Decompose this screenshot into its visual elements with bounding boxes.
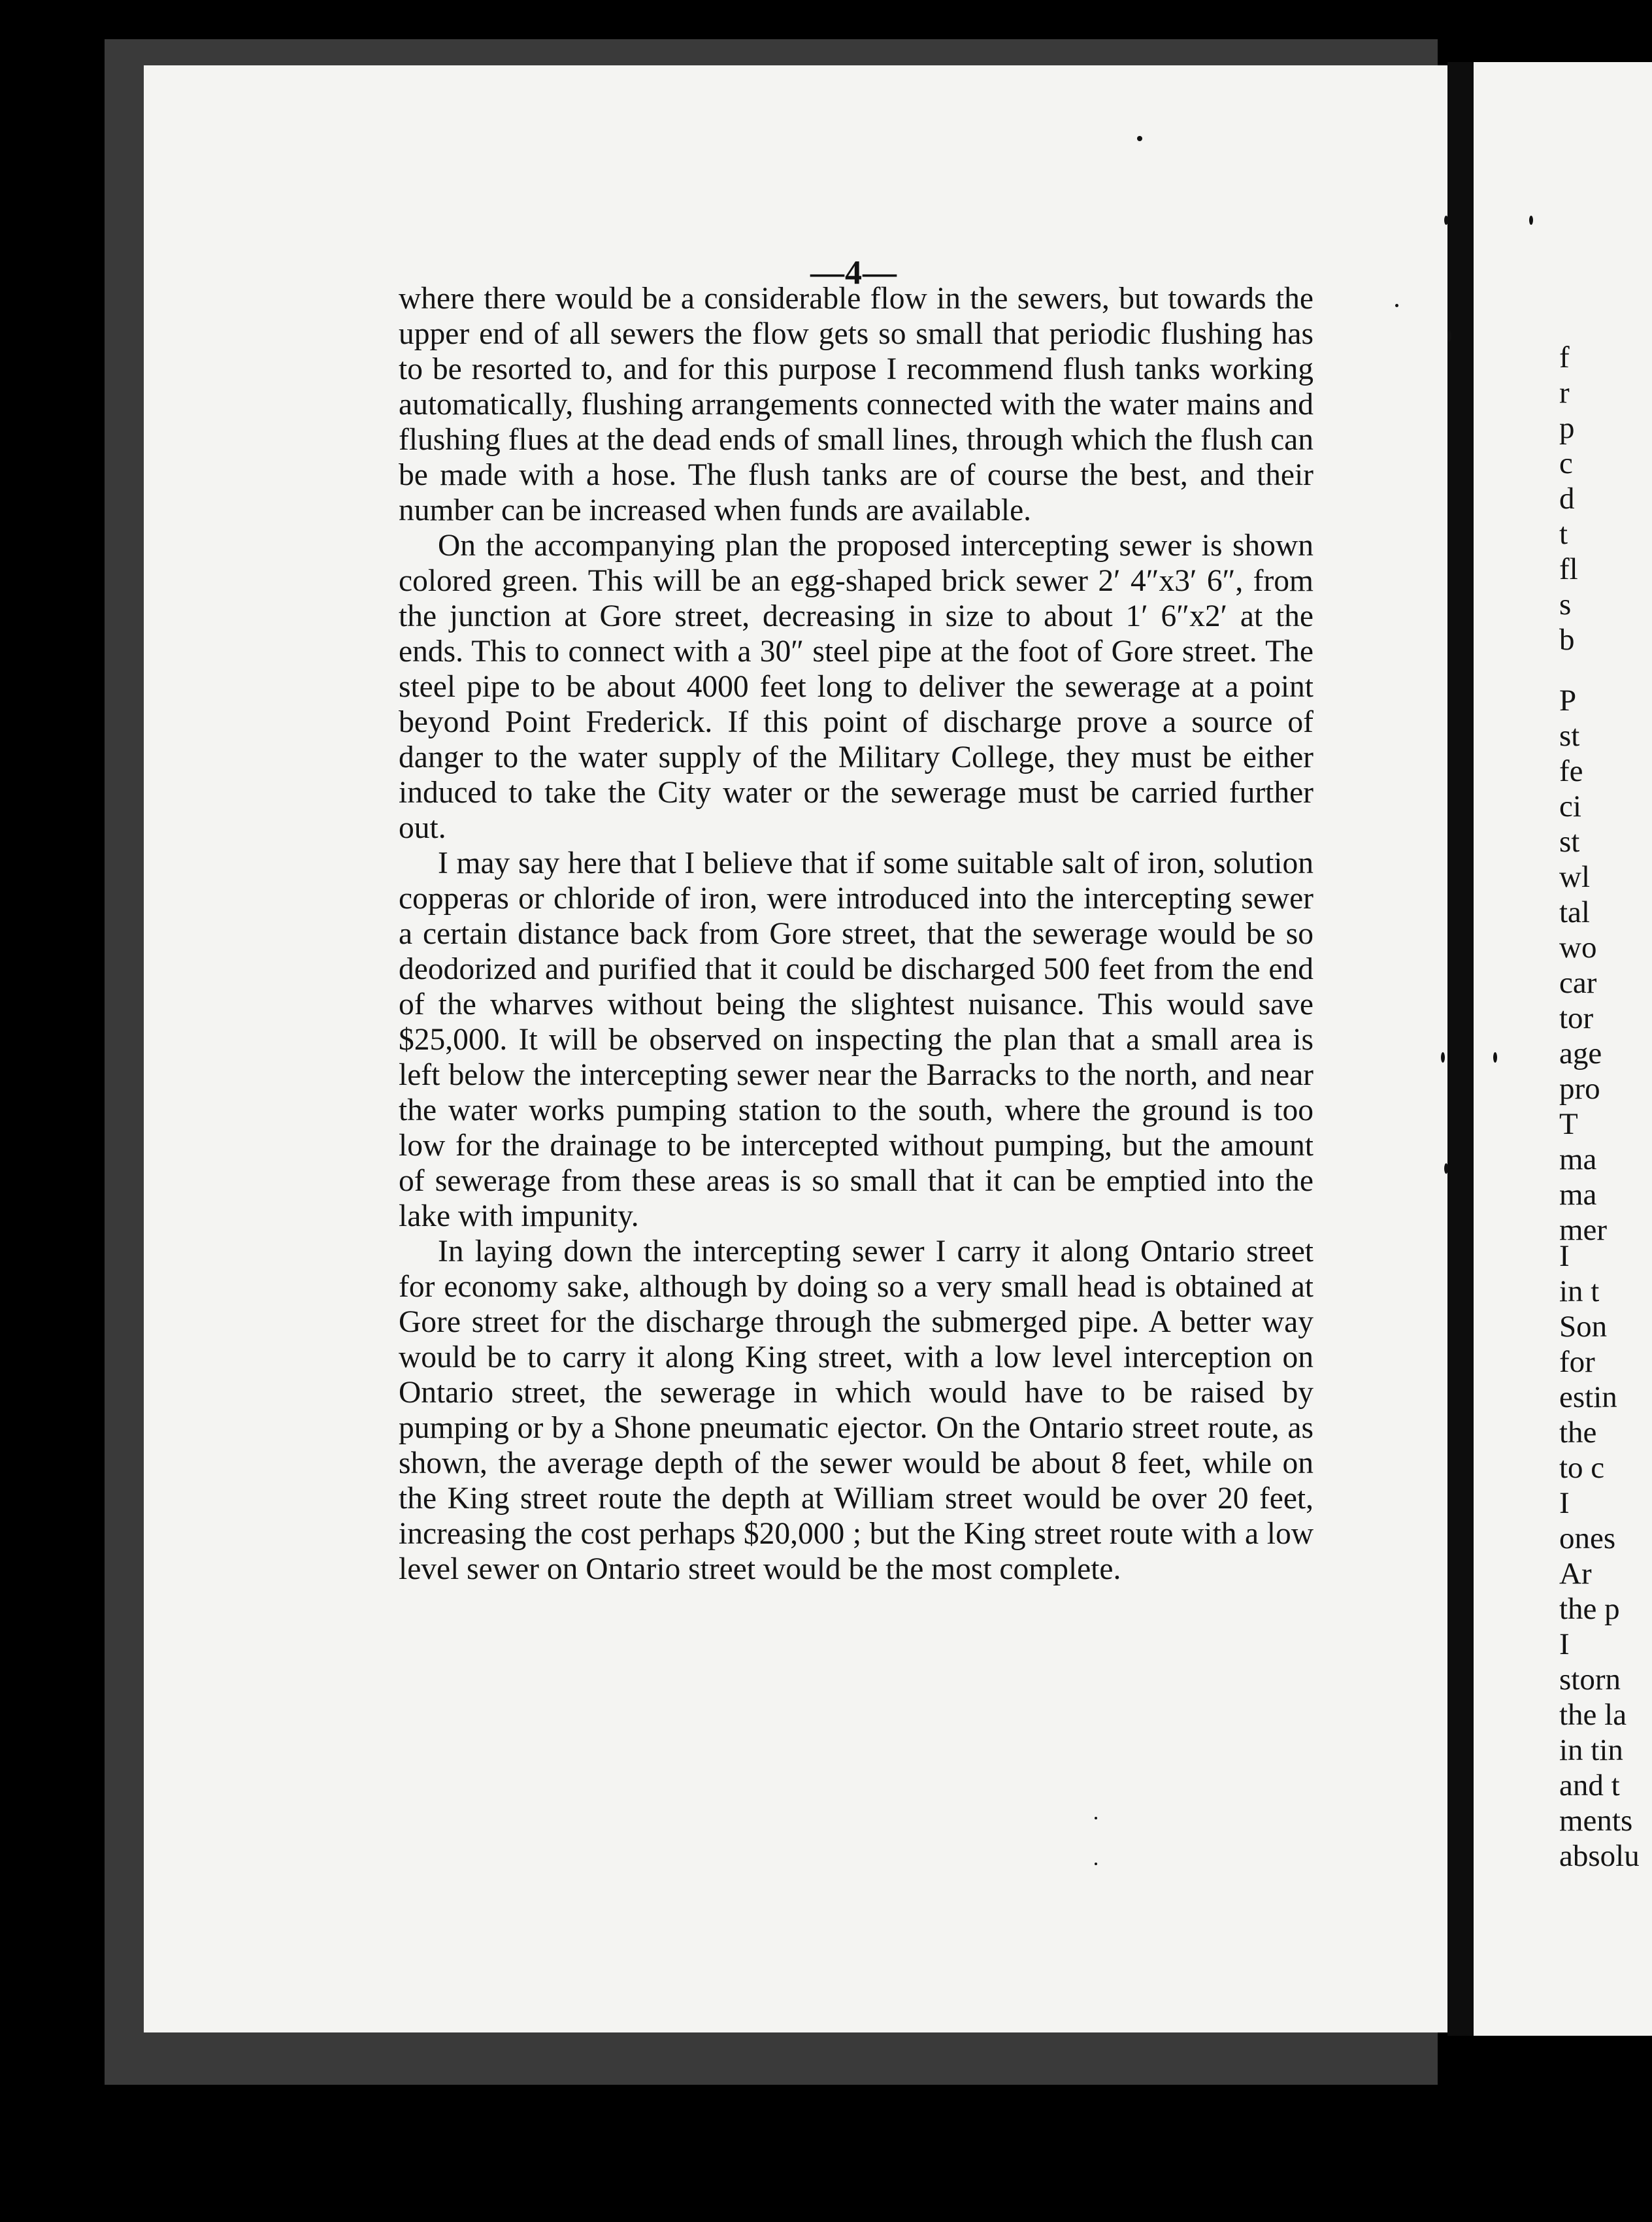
facing-line: ci bbox=[1559, 789, 1581, 823]
facing-line: I bbox=[1559, 1627, 1570, 1661]
paragraph-deodorizing: I may say here that I believe that if some suitable salt of iron, solution copperas or chloride of iron, were introduced into the intercepting sewer a certain distance back from Gore street, that the sewerage would be so deodorized and purified that it could be discharged 500 feet from the end of the wharves without being the slightest nuisance. This would save $25,000. It will be observed on inspecting the plan that a small area is left below the intercepting sewer near the Barracks to the north, and near the water works pumping station to the south, where the ground is too low for the drainage to be intercepted without pumping, but the amount of sewerage from these areas is so small that it can be emptied into the lake with impunity. bbox=[399, 846, 1313, 1233]
body-text bbox=[399, 281, 1313, 1587]
scan-speck bbox=[1095, 1863, 1097, 1865]
facing-line: the p bbox=[1559, 1592, 1620, 1626]
facing-line: p bbox=[1559, 411, 1575, 445]
facing-line: fe bbox=[1559, 754, 1583, 788]
facing-line: ma bbox=[1559, 1142, 1597, 1176]
facing-line: the bbox=[1559, 1416, 1597, 1450]
scan-speck bbox=[1529, 216, 1533, 225]
facing-line: car bbox=[1559, 966, 1597, 1000]
facing-line: st bbox=[1559, 719, 1580, 753]
page-number: —4— bbox=[810, 254, 897, 291]
facing-line: tal bbox=[1559, 895, 1590, 929]
scan-speck bbox=[1447, 330, 1451, 342]
scan-speck bbox=[1444, 216, 1448, 225]
facing-line: st bbox=[1559, 825, 1580, 859]
facing-line: mer bbox=[1559, 1213, 1608, 1247]
facing-line: ma bbox=[1559, 1178, 1597, 1212]
scan-speck bbox=[1137, 136, 1142, 141]
facing-line: age bbox=[1559, 1036, 1602, 1070]
facing-line: d bbox=[1559, 482, 1575, 516]
facing-line: P bbox=[1559, 684, 1577, 718]
facing-line: and t bbox=[1559, 1768, 1620, 1802]
scan-speck bbox=[1441, 1052, 1445, 1063]
facing-line: ments bbox=[1559, 1804, 1633, 1838]
facing-line: wo bbox=[1559, 931, 1597, 965]
facing-line: s bbox=[1559, 588, 1572, 622]
facing-line: Son bbox=[1559, 1310, 1608, 1344]
facing-line: the la bbox=[1559, 1698, 1627, 1732]
facing-line: t bbox=[1559, 517, 1568, 551]
facing-line: in tin bbox=[1559, 1733, 1623, 1767]
scan-speck bbox=[1493, 1052, 1497, 1063]
facing-line: wl bbox=[1559, 860, 1590, 894]
facing-line: pro bbox=[1559, 1072, 1600, 1106]
scan-speck bbox=[1095, 1817, 1097, 1819]
paragraph-intercepting-sewer: On the accompanying plan the proposed intercepting sewer is shown colored green. This will be an egg-shaped brick sewer 2′ 4″x3′ 6″, from the junction at Gore street, decreasing in size to about 1′ 6″x2′ at the ends. This to connect with a 30″ steel pipe at the foot of Gore street. The steel pipe to be about 4000 feet long to deliver the sewerage at a point beyond Point Frederick. If this point of discharge prove a source of danger to the water supply of the Military College, they must be either induced to take the City water or the sewerage must be carried further out. bbox=[399, 529, 1313, 845]
facing-line: b bbox=[1559, 623, 1575, 657]
facing-line: estin bbox=[1559, 1380, 1617, 1414]
scan-speck bbox=[1444, 1163, 1448, 1174]
facing-page-text-bottom bbox=[1559, 1238, 1652, 1874]
facing-line: f bbox=[1559, 340, 1570, 374]
facing-line: Ar bbox=[1559, 1557, 1592, 1591]
facing-line: storn bbox=[1559, 1663, 1621, 1697]
facing-line: in t bbox=[1559, 1274, 1600, 1308]
facing-line: ones bbox=[1559, 1521, 1616, 1555]
facing-line: c bbox=[1559, 446, 1573, 480]
book-gutter bbox=[1447, 62, 1474, 2036]
facing-line: T bbox=[1559, 1107, 1578, 1141]
scan-speck bbox=[1395, 304, 1398, 307]
facing-line: to c bbox=[1559, 1451, 1605, 1485]
facing-line: r bbox=[1559, 376, 1570, 410]
facing-page-text-middle bbox=[1559, 683, 1652, 1248]
facing-line: tor bbox=[1559, 1001, 1594, 1035]
facing-line: I bbox=[1559, 1239, 1570, 1273]
paragraph-flushing: where there would be a considerable flow in the sewers, but towards the upper end of all sewers the flow gets so small that periodic flushing has to be resorted to, and for this purpose I recommend flush tanks working automatically, flushing arrangements connected with the water mains and flushing flues at the dead ends of small lines, through which the flush can be made with a hose. The flush tanks are of course the best, and their number can be increased when funds are available. bbox=[399, 282, 1313, 527]
facing-line: for bbox=[1559, 1345, 1595, 1379]
facing-page-text-top bbox=[1559, 340, 1652, 657]
facing-line: I bbox=[1559, 1486, 1570, 1520]
facing-line: fl bbox=[1559, 552, 1578, 586]
facing-line: absolu bbox=[1559, 1839, 1640, 1873]
paragraph-route-options: In laying down the intercepting sewer I carry it along Ontario street for economy sake, although by doing so a very small head is obtained at Gore street for the discharge through the submerged pipe. A better way would be to carry it along King street, with a low level interception on Ontario street, the sewerage in which would have to be raised by pumping or by a Shone pneumatic ejector. On the Ontario street route, as shown, the average depth of the sewer would be about 8 feet, while on the King street route the depth at William street would be over 20 feet, increasing the cost perhaps $20,000 ; but the King street route with a low level sewer on Ontario street would be the most complete. bbox=[399, 1235, 1313, 1586]
